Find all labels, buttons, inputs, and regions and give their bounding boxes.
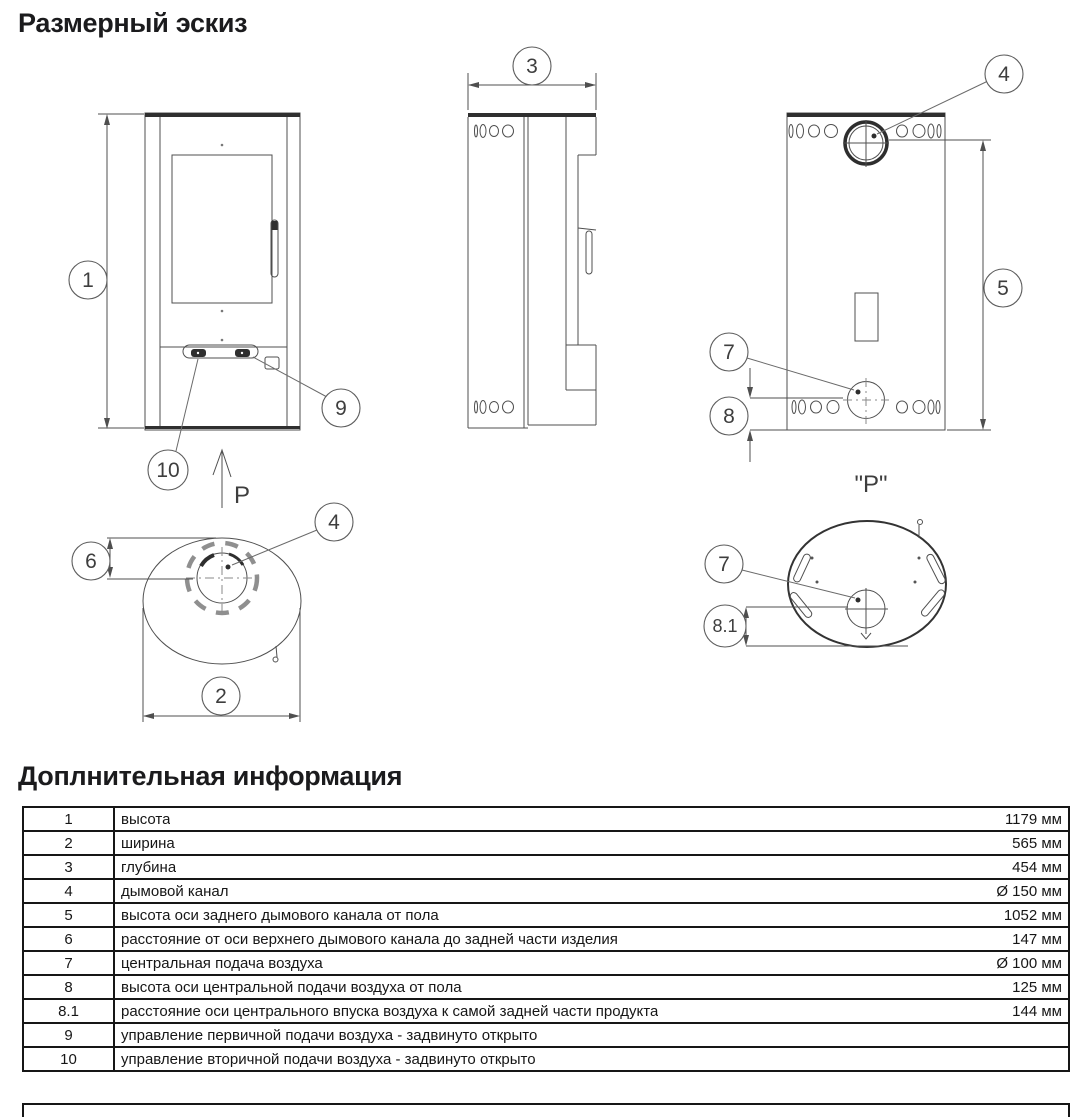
next-table-partial-row (22, 1103, 1070, 1117)
row-value: 125 мм (1012, 978, 1062, 996)
callout-9 (322, 389, 360, 427)
top-view (143, 538, 301, 664)
callout-10 (148, 450, 188, 490)
callout-5-label: 5 (997, 277, 1009, 300)
row-number: 7 (23, 951, 114, 975)
row-value: Ø 100 мм (996, 954, 1062, 972)
callout-2 (202, 677, 240, 715)
callout-8-1 (704, 605, 746, 647)
row-number: 10 (23, 1047, 114, 1071)
callout-4-rear (985, 55, 1023, 93)
row-value: 144 мм (1012, 1002, 1062, 1020)
callout-7-bottom (705, 545, 743, 583)
callout-4-top-label: 4 (328, 511, 340, 534)
row-value: 147 мм (1012, 930, 1062, 948)
table-row (23, 1023, 1069, 1047)
callout-7-rear (710, 333, 748, 371)
direction-arrow-label: P (233, 482, 251, 509)
callout-3-label: 3 (526, 55, 538, 78)
table-row (23, 1047, 1069, 1071)
callout-10-label: 10 (156, 459, 180, 482)
rear-view (787, 113, 945, 430)
row-description: ширина (121, 834, 175, 852)
table-row (23, 927, 1069, 951)
table-row (23, 951, 1069, 975)
row-value: 565 мм (1012, 834, 1062, 852)
row-value: 454 мм (1012, 858, 1062, 876)
row-description: расстояние оси центрального впуска воздуха к самой задней части продукта (121, 1002, 659, 1020)
callout-3 (513, 47, 551, 85)
row-description: высота (121, 810, 171, 828)
table-row (23, 855, 1069, 879)
callout-6-label: 6 (85, 550, 97, 573)
callout-5 (984, 269, 1022, 307)
row-description: дымовой канал (121, 882, 229, 900)
row-number: 5 (23, 903, 114, 927)
row-value: 1179 мм (1004, 810, 1062, 828)
row-number: 1 (23, 807, 114, 831)
row-description: центральная подача воздуха (121, 954, 323, 972)
front-view (145, 113, 300, 430)
table-row (23, 807, 1069, 831)
callout-6 (72, 542, 110, 580)
row-description: управление первичной подачи воздуха - задвинуто открыто (121, 1026, 538, 1044)
sketch-title: Размерный эскиз (18, 8, 248, 38)
row-description: глубина (121, 858, 177, 876)
bottom-view-p (788, 520, 946, 648)
row-value: Ø 150 мм (996, 882, 1062, 900)
table-row (23, 879, 1069, 903)
row-description: высота оси заднего дымового канала от пола (121, 906, 439, 924)
dimension-flue-height (889, 140, 991, 430)
row-number: 8.1 (23, 999, 114, 1023)
row-number: 9 (23, 1023, 114, 1047)
row-number: 2 (23, 831, 114, 855)
row-description: управление вторичной подачи воздуха - задвинуто открыто (121, 1050, 536, 1068)
row-number: 8 (23, 975, 114, 999)
callout-1 (69, 261, 107, 299)
table-row (23, 999, 1069, 1023)
side-door-handle (578, 228, 596, 230)
row-description: расстояние от оси верхнего дымового канала до задней части изделия (121, 930, 618, 948)
additional-info-table (22, 806, 1070, 1072)
table-row (23, 831, 1069, 855)
row-number: 6 (23, 927, 114, 951)
direction-arrow-p (213, 450, 250, 509)
callout-8-1-label: 8.1 (712, 616, 738, 636)
callout-1-label: 1 (82, 269, 94, 292)
callout-4-top (315, 503, 353, 541)
callout-8-label: 8 (723, 405, 735, 428)
stove-door-glass (172, 155, 272, 303)
table-row (23, 903, 1069, 927)
callout-8 (710, 397, 748, 435)
callout-7-bottom-label: 7 (718, 553, 730, 576)
table-row (23, 975, 1069, 999)
row-value: 1052 мм (1003, 906, 1062, 924)
view-p-label: "P" (854, 471, 888, 498)
row-number: 4 (23, 879, 114, 903)
callout-2-label: 2 (215, 685, 227, 708)
dimension-flue-to-back (107, 538, 216, 579)
dimension-inlet-to-back (743, 607, 908, 646)
info-title: Доплнительная информация (18, 761, 403, 791)
side-view (468, 113, 596, 428)
callout-4-label: 4 (998, 63, 1010, 86)
callout-7-label: 7 (723, 341, 735, 364)
row-description: высота оси центральной подачи воздуха от пола (121, 978, 462, 996)
callout-9-label: 9 (335, 397, 347, 420)
row-number: 3 (23, 855, 114, 879)
